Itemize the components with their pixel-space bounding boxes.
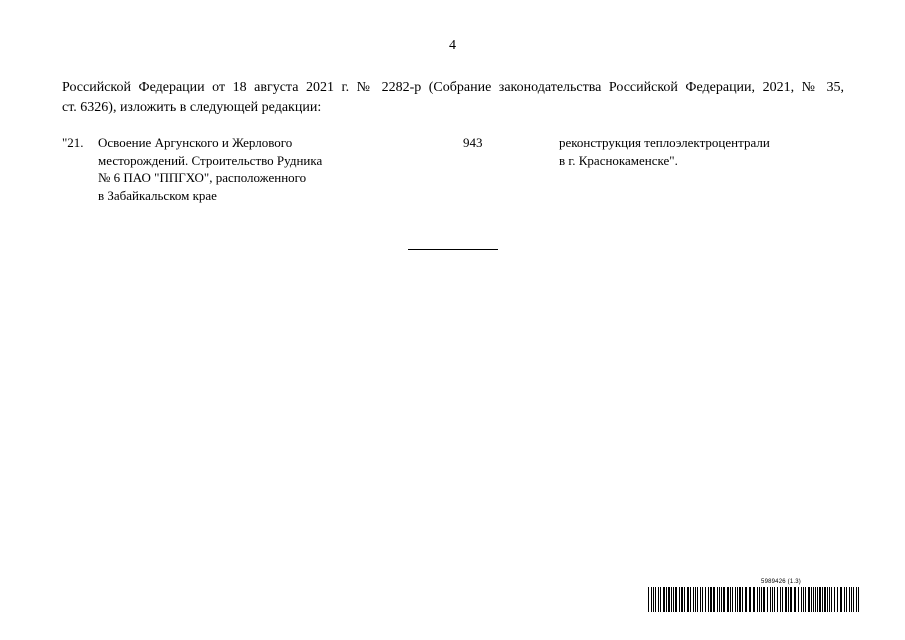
amount-value: 943	[463, 135, 483, 150]
intro-paragraph	[62, 78, 844, 118]
barcode-icon	[648, 587, 859, 612]
barcode-bar	[737, 587, 738, 612]
barcode-bar	[668, 587, 670, 612]
barcode-bar	[705, 587, 706, 612]
barcode-bar	[727, 587, 729, 612]
barcode-bar	[749, 587, 751, 612]
barcode-bar	[695, 587, 696, 612]
barcode-bar	[782, 587, 783, 612]
intro-line: Российской Федерации от 18 августа 2021 г. № 2282-р (Собрание законодательства Российской Федерации, 2021, № 35,	[62, 80, 844, 95]
barcode-bar	[827, 587, 828, 612]
barcode-bar	[774, 587, 775, 612]
barcode-bar	[822, 587, 823, 612]
barcode-bar	[660, 587, 661, 612]
barcode-bar	[849, 587, 850, 612]
barcode-bar	[851, 587, 852, 612]
intro-line: ст. 6326), изложить в следующей редакции:	[62, 100, 322, 115]
barcode-bar	[684, 587, 685, 612]
barcode-bar	[675, 587, 677, 612]
barcode-bar	[690, 587, 691, 612]
barcode-bar	[767, 587, 768, 612]
barcode-bar	[663, 587, 665, 612]
barcode-bar	[739, 587, 741, 612]
page-number: 4	[449, 38, 456, 53]
barcode-bar	[805, 587, 806, 612]
barcode-bar	[819, 587, 821, 612]
barcode-bar	[732, 587, 733, 612]
barcode-bar	[813, 587, 814, 612]
barcode-bar	[790, 587, 792, 612]
barcode-bar	[811, 587, 812, 612]
barcode-bar	[759, 587, 760, 612]
barcode-bar	[815, 587, 816, 612]
barcode-bar	[723, 587, 725, 612]
barcode-bar	[785, 587, 787, 612]
barcode-bar	[673, 587, 674, 612]
barcode-bar	[687, 587, 689, 612]
project-name-line: месторождений. Строительство Рудника	[98, 152, 323, 168]
barcode-bar	[717, 587, 718, 612]
barcode-bar	[693, 587, 694, 612]
barcode-bar	[700, 587, 701, 612]
barcode-label: 5989426 (1.3)	[761, 579, 801, 585]
barcode-bar	[697, 587, 698, 612]
barcode-bar	[834, 587, 835, 612]
barcode-bar	[745, 587, 747, 612]
barcode-bar	[801, 587, 802, 612]
barcode-bar	[824, 587, 826, 612]
barcode-bar	[679, 587, 680, 612]
barcode-bar	[808, 587, 810, 612]
barcode-bar	[761, 587, 762, 612]
barcode-bar	[666, 587, 667, 612]
barcode-bar	[653, 587, 654, 612]
barcode-bar	[798, 587, 799, 612]
barcode-bar	[735, 587, 736, 612]
barcode-bar	[772, 587, 773, 612]
barcode-bar	[763, 587, 765, 612]
barcode-bar	[844, 587, 845, 612]
barcode-bar	[648, 587, 649, 612]
document-barcode	[648, 579, 859, 613]
barcode-bar	[730, 587, 731, 612]
description-line: в г. Краснокаменске".	[559, 152, 678, 168]
barcode-bar	[713, 587, 715, 612]
barcode-bar	[671, 587, 672, 612]
barcode-bar	[829, 587, 830, 612]
barcode-bar	[780, 587, 781, 612]
end-separator-line	[408, 249, 498, 250]
project-name	[98, 134, 358, 204]
barcode-bar	[721, 587, 722, 612]
barcode-bar	[770, 587, 771, 612]
barcode-bar	[658, 587, 659, 612]
barcode-bar	[702, 587, 703, 612]
barcode-bar	[837, 587, 838, 612]
row-number: "21.	[62, 135, 84, 150]
barcode-bar	[858, 587, 859, 612]
project-name-line: Освоение Аргунского и Жерлового	[98, 135, 293, 150]
barcode-bar	[803, 587, 804, 612]
description-line: реконструкция теплоэлектроцентрали	[559, 135, 770, 150]
barcode-bar	[856, 587, 857, 612]
barcode-bar	[794, 587, 796, 612]
barcode-bar	[757, 587, 758, 612]
barcode-bar	[708, 587, 709, 612]
barcode-bar	[651, 587, 652, 612]
barcode-bar	[853, 587, 854, 612]
barcode-bar	[681, 587, 683, 612]
barcode-bar	[719, 587, 720, 612]
barcode-bar	[710, 587, 712, 612]
barcode-bar	[788, 587, 789, 612]
project-name-line: № 6 ПАО "ППГХО", расположенного	[98, 170, 307, 185]
barcode-bar	[817, 587, 818, 612]
project-name-line: в Забайкальском крае	[98, 187, 217, 203]
barcode-bar	[831, 587, 832, 612]
barcode-bar	[655, 587, 656, 612]
barcode-bar	[742, 587, 743, 612]
barcode-bar	[846, 587, 847, 612]
project-description	[559, 134, 839, 169]
barcode-bar	[753, 587, 755, 612]
barcode-bar	[840, 587, 842, 612]
barcode-bar	[777, 587, 778, 612]
